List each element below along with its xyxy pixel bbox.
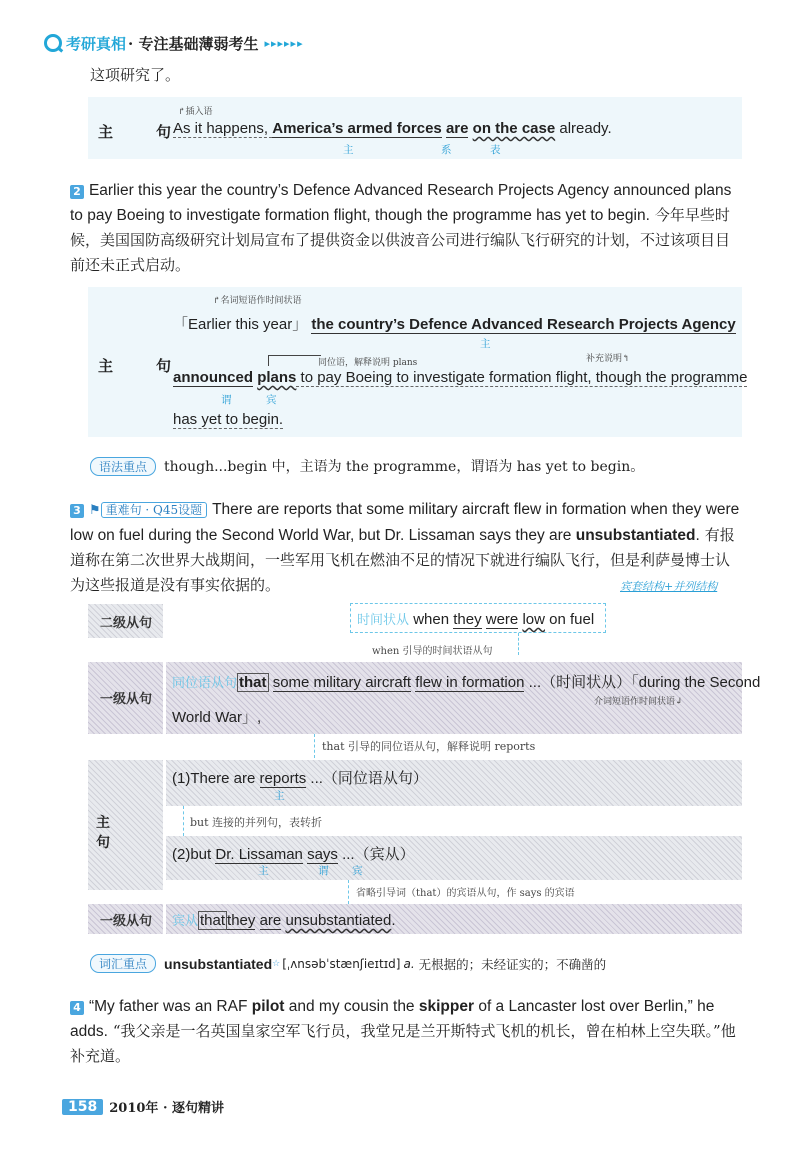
main-clause-group (88, 760, 742, 890)
s2-object: plans (257, 369, 297, 386)
s2-line1 (173, 313, 736, 334)
s1-role-pred: 表 (490, 144, 501, 156)
p4-en2: and my cousin the (284, 998, 419, 1015)
s1-end: already. (555, 120, 612, 137)
s2-rest: to pay Boeing to investigate formation flight, though the programme (296, 369, 748, 386)
lvl1b-label: 一级从句 (100, 914, 153, 929)
s1-panel (88, 97, 742, 159)
obj-verb: are (259, 912, 282, 929)
p3-flag: 重难句 · Q45设题 (101, 502, 208, 518)
intro-tail: 这项研究了。 (90, 66, 181, 84)
obj-clause (172, 910, 396, 929)
p3-number: 3 (70, 504, 84, 518)
p4-chinese: “我父亲是一名英国皇家空军飞行员，我堂兄是兰开斯特式飞机的机长，曾在柏林上空失联。”他补充道。 (70, 1022, 736, 1065)
s2-adverbial: 「Earlier this year」 (173, 316, 308, 333)
s1-label: 主 句 (98, 123, 186, 141)
appos-mid: ...（时间状从）「during the Second (524, 674, 761, 691)
coord-1-pre: (1)There are (172, 770, 260, 787)
s2-line3 (173, 411, 283, 428)
that-note: that 引导的同位语从句，解释说明 reports (322, 740, 536, 753)
brand-name: 考研真相 (66, 34, 127, 53)
coord-1 (172, 767, 428, 788)
appos-subject: some military aircraft (272, 674, 412, 691)
lvl2-box (88, 604, 163, 638)
lvl1a-label: 一级从句 (100, 692, 153, 707)
when-subject: they (453, 611, 482, 628)
appos-that: that (239, 674, 267, 691)
lvl1a-box (88, 662, 163, 734)
s1-insert-tag-text: 插入语 (185, 107, 213, 117)
p4-number: 4 (70, 1001, 84, 1015)
s2-role-verb: 谓 (221, 394, 232, 406)
p4-en1: “My father was an RAF (88, 998, 252, 1015)
p2-chinese: 今年早些时候，美国国防高级研究计划局宣布了提供资金以供波音公司进行编队飞行研究的计划，不过该项目目前还未正式启动。 (70, 206, 731, 274)
coord-2-subject: Dr. Lissaman (215, 846, 303, 863)
when-verb: were (485, 611, 519, 628)
s1-insert-tag: ↱插入语 (178, 107, 213, 117)
omit-note: 省略引导词（that）的宾语从句，作 says 的宾语 (356, 888, 575, 899)
vocab-pill: 词汇重点 (90, 954, 156, 973)
when-clause-box (350, 603, 606, 633)
obj-end: . (391, 912, 396, 929)
p3-english-bold: unsubstantiated (575, 527, 696, 544)
coord-2-end: ...（宾从） (337, 846, 415, 863)
book-title: 2010年 · 逐句精讲 (109, 1101, 224, 1116)
page-number: 158 (62, 1099, 103, 1115)
when-note: when 引导的时间状语从句 (372, 646, 493, 657)
when-end: on fuel (544, 611, 595, 628)
s2-line2 (173, 369, 747, 386)
coord-1-box (166, 760, 742, 806)
s2-role-subj: 主 (480, 338, 491, 350)
coord-2 (172, 843, 415, 864)
obj-that: that (200, 912, 226, 929)
s2-adv-tag-text: 名词短语作时间状语 (220, 296, 302, 306)
s2-role-obj: 宾 (266, 394, 277, 406)
but-note: but 连接的并列句，表转折 (190, 816, 323, 829)
vocab-cn: 无根据的；未经证实的；不确凿的 (418, 956, 607, 972)
grammar-pill: 语法重点 (90, 457, 156, 476)
appos-connector (314, 734, 316, 758)
s2-label: 主 句 (98, 357, 186, 375)
coord-1-end: ...（同位语从句） (306, 770, 428, 787)
lvl2-label: 二级从句 (100, 616, 153, 631)
s1-verb: are (445, 120, 469, 137)
s2-appos-bracket (268, 355, 321, 366)
s2-appos-tag: 同位语，解释说明 plans (318, 358, 418, 368)
appos-note-text: 介词短语作时间状语 (594, 697, 676, 707)
main-label: 主 句 (96, 815, 148, 851)
appos-line2: World War」, (172, 709, 262, 726)
when-pre: when (413, 611, 454, 628)
page-footer (62, 1097, 224, 1116)
when-connector (518, 633, 520, 655)
p2-english: Earlier this year the country’s Defence Advanced Research Projects Agency announced plans to pay Boeing to investigate formation flight, though the programme has yet to begin. (70, 182, 732, 224)
coord-2-role-verb: 谓 (318, 865, 329, 877)
appos-note: 介词短语作时间状语↲ (594, 697, 683, 707)
s1-sentence (173, 120, 612, 137)
grammar-text: though...begin 中，主语为 the programme，谓语为 has yet to begin。 (164, 459, 645, 475)
p4-bold-pilot: pilot (251, 998, 285, 1015)
appos-tag: 同位语从句 (172, 676, 238, 691)
when-tag: 时间状从 (357, 613, 410, 628)
arrow-decoration-icon: ▸▸▸▸▸▸ (264, 36, 304, 50)
coord-2-role-obj: 宾 (352, 865, 363, 877)
p4-paragraph (70, 994, 742, 1069)
obj-subject: they (227, 912, 256, 929)
s1-pre: As it happens, (173, 120, 273, 137)
obj-pred: unsubstantiated (285, 912, 392, 929)
s2-comp-tag: 补充说明↰ (586, 354, 630, 364)
vocab-note (90, 954, 606, 973)
main-label-box (88, 760, 163, 890)
coord-1-role: 主 (274, 790, 285, 802)
p3-english-end: . (695, 527, 700, 544)
when-clause (357, 609, 594, 628)
coord-2-role-subj: 主 (258, 865, 269, 877)
omit-connector (348, 880, 350, 904)
header-slogan: · 专注基础薄弱考生 (128, 34, 259, 53)
s1-role-subj: 主 (343, 144, 354, 156)
p2-grammar-note (90, 456, 644, 476)
search-logo-icon (44, 34, 62, 52)
s1-role-verb: 系 (441, 144, 452, 156)
s2-comp-tag-text: 补充说明 (586, 354, 623, 364)
p4-en3: of a Lancaster lost over Berlin,” he adds. (70, 998, 715, 1040)
coord-2-pre: (2)but (172, 846, 216, 863)
p3-structure-label: 宾套结构+并列结构 (620, 580, 718, 593)
vocab-ipa: [ˌʌnsəbˈstænʃieɪtɪd] (282, 956, 401, 971)
appos-verb: flew in formation (415, 674, 525, 691)
p4-bold-skipper: skipper (418, 998, 475, 1015)
p2-paragraph (70, 178, 742, 278)
p2-number: 2 (70, 185, 84, 199)
coord-1-subject: reports (259, 770, 307, 787)
but-connector (183, 806, 185, 836)
vocab-word: unsubstantiated (164, 955, 273, 972)
s2-adv-tag: ↱名词短语作时间状语 (213, 296, 302, 306)
vocab-pos: a. (403, 956, 415, 971)
lvl1b-box (88, 904, 163, 934)
flag-icon: ⚑ (88, 503, 101, 518)
s1-predicative: on the case (472, 120, 556, 137)
s2-subject: the country’s Defence Advanced Research Projects Agency (311, 316, 736, 333)
when-pred: low (522, 611, 545, 628)
s2-line3-text: has yet to begin. (173, 411, 284, 428)
p3-english: There are reports that some military aircraft flew in formation when they were low on fuel during the Second World War, but Dr. Lissaman says they are (70, 501, 740, 544)
obj-tag: 宾从 (172, 914, 199, 929)
page-header (44, 30, 304, 56)
star-icon: ☆ (272, 958, 281, 969)
obj-clause-box (166, 904, 742, 934)
s1-subject: America’s armed forces (272, 120, 442, 137)
appos-clause-box (166, 662, 761, 734)
coord-2-verb: says (307, 846, 338, 863)
coord-2-box (166, 836, 742, 880)
s2-panel (88, 287, 748, 437)
s2-verb: announced (173, 369, 254, 386)
p3-chinese: 有报道称在第二次世界大战期间，一些军用飞机在燃油不足的情况下就进行编队飞行，但是利萨曼博士认为这些报道是没有事实依据的。 (70, 526, 735, 594)
appos-line1 (172, 671, 760, 692)
